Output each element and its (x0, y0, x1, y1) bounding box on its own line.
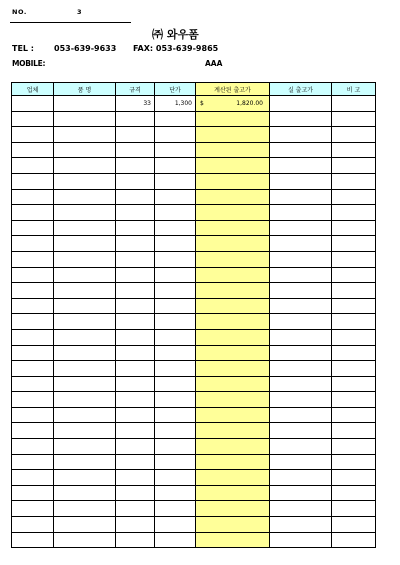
table-row (12, 142, 376, 158)
cell-item[interactable] (54, 173, 116, 189)
cell-vendor[interactable] (12, 485, 54, 501)
cell-calculated-price[interactable] (196, 283, 270, 299)
cell-spec[interactable]: 33 (116, 96, 155, 112)
cell-actual-price[interactable] (270, 111, 332, 127)
cell-price[interactable] (155, 501, 196, 517)
cell-item[interactable] (54, 111, 116, 127)
cell-price[interactable] (155, 423, 196, 439)
cell-price[interactable] (155, 283, 196, 299)
cell-price[interactable] (155, 407, 196, 423)
cell-calculated-price[interactable] (196, 361, 270, 377)
price-table (11, 82, 376, 548)
table-row (12, 501, 376, 517)
table-row (12, 220, 376, 236)
table-row (12, 127, 376, 143)
cell-calculated-price[interactable] (196, 407, 270, 423)
cell-note[interactable] (332, 376, 376, 392)
cell-price[interactable] (155, 345, 196, 361)
cell-actual-price[interactable] (270, 283, 332, 299)
cell-spec[interactable] (116, 236, 155, 252)
mobile-label: MOBILE: (12, 59, 46, 68)
cell-note[interactable] (332, 283, 376, 299)
cell-vendor[interactable] (12, 501, 54, 517)
cell-actual-price[interactable] (270, 376, 332, 392)
cell-vendor[interactable] (12, 298, 54, 314)
table-row (12, 485, 376, 501)
cell-calculated-price[interactable] (196, 485, 270, 501)
table-row (12, 173, 376, 189)
cell-note[interactable] (332, 267, 376, 283)
cell-spec[interactable] (116, 517, 155, 533)
cell-price[interactable] (155, 127, 196, 143)
cell-item[interactable] (54, 314, 116, 330)
col-header-spec: 규격 (116, 83, 155, 96)
cell-item[interactable] (54, 485, 116, 501)
cell-calculated-price[interactable] (196, 173, 270, 189)
cell-price[interactable] (155, 158, 196, 174)
cell-price[interactable] (155, 329, 196, 345)
cell-price[interactable] (155, 173, 196, 189)
cell-spec[interactable] (116, 470, 155, 486)
cell-price[interactable] (155, 267, 196, 283)
table-row (12, 314, 376, 330)
cell-actual-price[interactable] (270, 127, 332, 143)
table-row (12, 205, 376, 221)
cell-note[interactable] (332, 142, 376, 158)
cell-vendor[interactable] (12, 454, 54, 470)
cell-item[interactable] (54, 439, 116, 455)
cell-vendor[interactable] (12, 345, 54, 361)
cell-spec[interactable] (116, 407, 155, 423)
cell-calculated-price[interactable] (196, 532, 270, 548)
table-row (12, 407, 376, 423)
cell-spec[interactable] (116, 158, 155, 174)
cell-actual-price[interactable] (270, 298, 332, 314)
fax-number: FAX: 053-639-9865 (133, 44, 219, 53)
cell-note[interactable] (332, 345, 376, 361)
cell-price[interactable]: 1,300 (155, 96, 196, 112)
cell-actual-price[interactable] (270, 158, 332, 174)
cell-price[interactable] (155, 220, 196, 236)
cell-actual-price[interactable] (270, 251, 332, 267)
cell-note[interactable] (332, 111, 376, 127)
cell-vendor[interactable] (12, 267, 54, 283)
cell-note[interactable] (332, 454, 376, 470)
cell-spec[interactable] (116, 392, 155, 408)
table-row (12, 251, 376, 267)
cell-price[interactable] (155, 439, 196, 455)
cell-calculated-price[interactable] (196, 376, 270, 392)
cell-note[interactable] (332, 517, 376, 533)
cell-actual-price[interactable] (270, 501, 332, 517)
table-row (12, 376, 376, 392)
cell-spec[interactable] (116, 189, 155, 205)
cell-calculated-price[interactable] (196, 96, 270, 112)
cell-vendor[interactable] (12, 329, 54, 345)
cell-note[interactable] (332, 314, 376, 330)
cell-vendor[interactable] (12, 423, 54, 439)
cell-vendor[interactable] (12, 127, 54, 143)
table-row (12, 423, 376, 439)
cell-item[interactable] (54, 517, 116, 533)
cell-actual-price[interactable] (270, 517, 332, 533)
no-label: NO. (12, 8, 27, 16)
cell-actual-price[interactable] (270, 392, 332, 408)
cell-spec[interactable] (116, 127, 155, 143)
cell-item[interactable] (54, 298, 116, 314)
cell-actual-price[interactable] (270, 173, 332, 189)
calculated-amount: 1,820.00 (236, 99, 263, 107)
company-name: ㈜ 와우폼 (152, 28, 199, 41)
cell-spec[interactable] (116, 439, 155, 455)
cell-spec[interactable] (116, 267, 155, 283)
cell-note[interactable] (332, 392, 376, 408)
cell-spec[interactable] (116, 376, 155, 392)
cell-calculated-price[interactable] (196, 267, 270, 283)
cell-calculated-price[interactable] (196, 251, 270, 267)
table-row (12, 454, 376, 470)
cell-calculated-price[interactable] (196, 423, 270, 439)
cell-note[interactable] (332, 158, 376, 174)
table-row (12, 111, 376, 127)
cell-vendor[interactable] (12, 236, 54, 252)
cell-calculated-price[interactable] (196, 189, 270, 205)
cell-spec[interactable] (116, 283, 155, 299)
currency-symbol: $ (200, 99, 204, 107)
cell-item[interactable] (54, 501, 116, 517)
cell-spec[interactable] (116, 111, 155, 127)
cell-vendor[interactable] (12, 470, 54, 486)
tel-label: TEL : (12, 44, 35, 53)
cell-item[interactable] (54, 454, 116, 470)
cell-note[interactable] (332, 251, 376, 267)
cell-calculated-price[interactable] (196, 127, 270, 143)
col-header-note: 비 고 (332, 83, 376, 96)
cell-item[interactable] (54, 532, 116, 548)
col-header-calculated-price: 계산된 출고가 (196, 83, 270, 96)
cell-item[interactable] (54, 329, 116, 345)
cell-spec[interactable] (116, 251, 155, 267)
cell-price[interactable] (155, 485, 196, 501)
cell-vendor[interactable] (12, 376, 54, 392)
cell-spec[interactable] (116, 314, 155, 330)
cell-item[interactable] (54, 470, 116, 486)
cell-vendor[interactable] (12, 439, 54, 455)
cell-actual-price[interactable] (270, 361, 332, 377)
cell-note[interactable] (332, 423, 376, 439)
cell-item[interactable] (54, 96, 116, 112)
cell-note[interactable] (332, 298, 376, 314)
cell-actual-price[interactable] (270, 220, 332, 236)
cell-actual-price[interactable] (270, 532, 332, 548)
table-header-row (12, 83, 376, 96)
cell-spec[interactable] (116, 454, 155, 470)
cell-item[interactable] (54, 220, 116, 236)
table-row (12, 532, 376, 548)
cell-note[interactable] (332, 501, 376, 517)
cell-calculated-price[interactable] (196, 205, 270, 221)
cell-spec[interactable] (116, 329, 155, 345)
cell-item[interactable] (54, 392, 116, 408)
cell-note[interactable] (332, 485, 376, 501)
cell-item[interactable] (54, 205, 116, 221)
table-row (12, 470, 376, 486)
cell-spec[interactable] (116, 142, 155, 158)
col-header-vendor: 업체 (12, 83, 54, 96)
cell-item[interactable] (54, 283, 116, 299)
cell-actual-price[interactable] (270, 470, 332, 486)
cell-price[interactable] (155, 361, 196, 377)
mobile-value: AAA (205, 59, 223, 68)
cell-spec[interactable] (116, 298, 155, 314)
cell-item[interactable] (54, 267, 116, 283)
cell-price[interactable] (155, 314, 196, 330)
cell-item[interactable] (54, 236, 116, 252)
cell-note[interactable] (332, 532, 376, 548)
cell-actual-price[interactable] (270, 189, 332, 205)
table-row (12, 267, 376, 283)
table-row (12, 361, 376, 377)
cell-actual-price[interactable] (270, 236, 332, 252)
cell-vendor[interactable] (12, 158, 54, 174)
cell-calculated-price[interactable] (196, 345, 270, 361)
cell-actual-price[interactable] (270, 205, 332, 221)
cell-calculated-price[interactable] (196, 236, 270, 252)
cell-item[interactable] (54, 127, 116, 143)
cell-note[interactable] (332, 220, 376, 236)
cell-price[interactable] (155, 532, 196, 548)
cell-item[interactable] (54, 423, 116, 439)
table-row (12, 236, 376, 252)
cell-spec[interactable] (116, 345, 155, 361)
cell-vendor[interactable] (12, 361, 54, 377)
table-row (12, 158, 376, 174)
cell-actual-price[interactable] (270, 267, 332, 283)
cell-vendor[interactable] (12, 532, 54, 548)
cell-item[interactable] (54, 345, 116, 361)
table-row (12, 517, 376, 533)
cell-price[interactable] (155, 298, 196, 314)
cell-vendor[interactable] (12, 96, 54, 112)
cell-price[interactable] (155, 454, 196, 470)
cell-item[interactable] (54, 189, 116, 205)
cell-calculated-price[interactable] (196, 517, 270, 533)
cell-actual-price[interactable] (270, 485, 332, 501)
cell-vendor[interactable] (12, 517, 54, 533)
table-row (12, 189, 376, 205)
cell-item[interactable] (54, 407, 116, 423)
cell-calculated-price[interactable] (196, 501, 270, 517)
cell-price[interactable] (155, 205, 196, 221)
cell-note[interactable] (332, 236, 376, 252)
cell-actual-price[interactable] (270, 314, 332, 330)
cell-vendor[interactable] (12, 407, 54, 423)
cell-item[interactable] (54, 376, 116, 392)
cell-item[interactable] (54, 361, 116, 377)
cell-calculated-price[interactable] (196, 314, 270, 330)
cell-spec[interactable] (116, 423, 155, 439)
cell-spec[interactable] (116, 485, 155, 501)
cell-price[interactable] (155, 470, 196, 486)
cell-calculated-price[interactable] (196, 329, 270, 345)
tel-value: 053-639-9633 (54, 44, 117, 53)
cell-note[interactable] (332, 329, 376, 345)
cell-vendor[interactable] (12, 189, 54, 205)
col-header-price: 단가 (155, 83, 196, 96)
cell-calculated-price[interactable] (196, 298, 270, 314)
cell-price[interactable] (155, 236, 196, 252)
no-underline (10, 22, 131, 23)
cell-calculated-price[interactable] (196, 439, 270, 455)
cell-price[interactable] (155, 392, 196, 408)
cell-spec[interactable] (116, 220, 155, 236)
cell-spec[interactable] (116, 205, 155, 221)
cell-item[interactable] (54, 251, 116, 267)
cell-calculated-price[interactable] (196, 142, 270, 158)
cell-price[interactable] (155, 251, 196, 267)
cell-actual-price[interactable] (270, 407, 332, 423)
col-header-item: 품 명 (54, 83, 116, 96)
cell-spec[interactable] (116, 173, 155, 189)
table-row (12, 283, 376, 299)
table-row (12, 439, 376, 455)
cell-actual-price[interactable] (270, 96, 332, 112)
cell-price[interactable] (155, 142, 196, 158)
cell-note[interactable] (332, 361, 376, 377)
cell-calculated-price[interactable] (196, 220, 270, 236)
cell-vendor[interactable] (12, 205, 54, 221)
cell-vendor[interactable] (12, 220, 54, 236)
cell-actual-price[interactable] (270, 423, 332, 439)
cell-vendor[interactable] (12, 283, 54, 299)
table-row (12, 345, 376, 361)
cell-note[interactable] (332, 205, 376, 221)
table-row (12, 392, 376, 408)
table-row (12, 298, 376, 314)
cell-vendor[interactable] (12, 251, 54, 267)
cell-item[interactable] (54, 158, 116, 174)
cell-calculated-price[interactable] (196, 158, 270, 174)
cell-vendor[interactable] (12, 314, 54, 330)
cell-note[interactable] (332, 407, 376, 423)
cell-note[interactable] (332, 96, 376, 112)
cell-calculated-price[interactable] (196, 111, 270, 127)
cell-spec[interactable] (116, 532, 155, 548)
cell-calculated-price[interactable] (196, 392, 270, 408)
cell-spec[interactable] (116, 361, 155, 377)
cell-actual-price[interactable] (270, 439, 332, 455)
cell-note[interactable] (332, 439, 376, 455)
cell-vendor[interactable] (12, 173, 54, 189)
cell-item[interactable] (54, 142, 116, 158)
cell-spec[interactable] (116, 501, 155, 517)
cell-note[interactable] (332, 189, 376, 205)
cell-actual-price[interactable] (270, 329, 332, 345)
cell-note[interactable] (332, 470, 376, 486)
cell-note[interactable] (332, 173, 376, 189)
cell-calculated-price[interactable] (196, 454, 270, 470)
cell-vendor[interactable] (12, 392, 54, 408)
table-row (12, 329, 376, 345)
cell-price[interactable] (155, 189, 196, 205)
cell-actual-price[interactable] (270, 454, 332, 470)
cell-calculated-price[interactable] (196, 470, 270, 486)
cell-price[interactable] (155, 111, 196, 127)
table-row (12, 96, 376, 112)
no-value: 3 (77, 8, 82, 16)
cell-note[interactable] (332, 127, 376, 143)
cell-vendor[interactable] (12, 111, 54, 127)
cell-actual-price[interactable] (270, 345, 332, 361)
cell-actual-price[interactable] (270, 142, 332, 158)
cell-price[interactable] (155, 517, 196, 533)
col-header-actual-price: 실 출고가 (270, 83, 332, 96)
cell-vendor[interactable] (12, 142, 54, 158)
cell-price[interactable] (155, 376, 196, 392)
